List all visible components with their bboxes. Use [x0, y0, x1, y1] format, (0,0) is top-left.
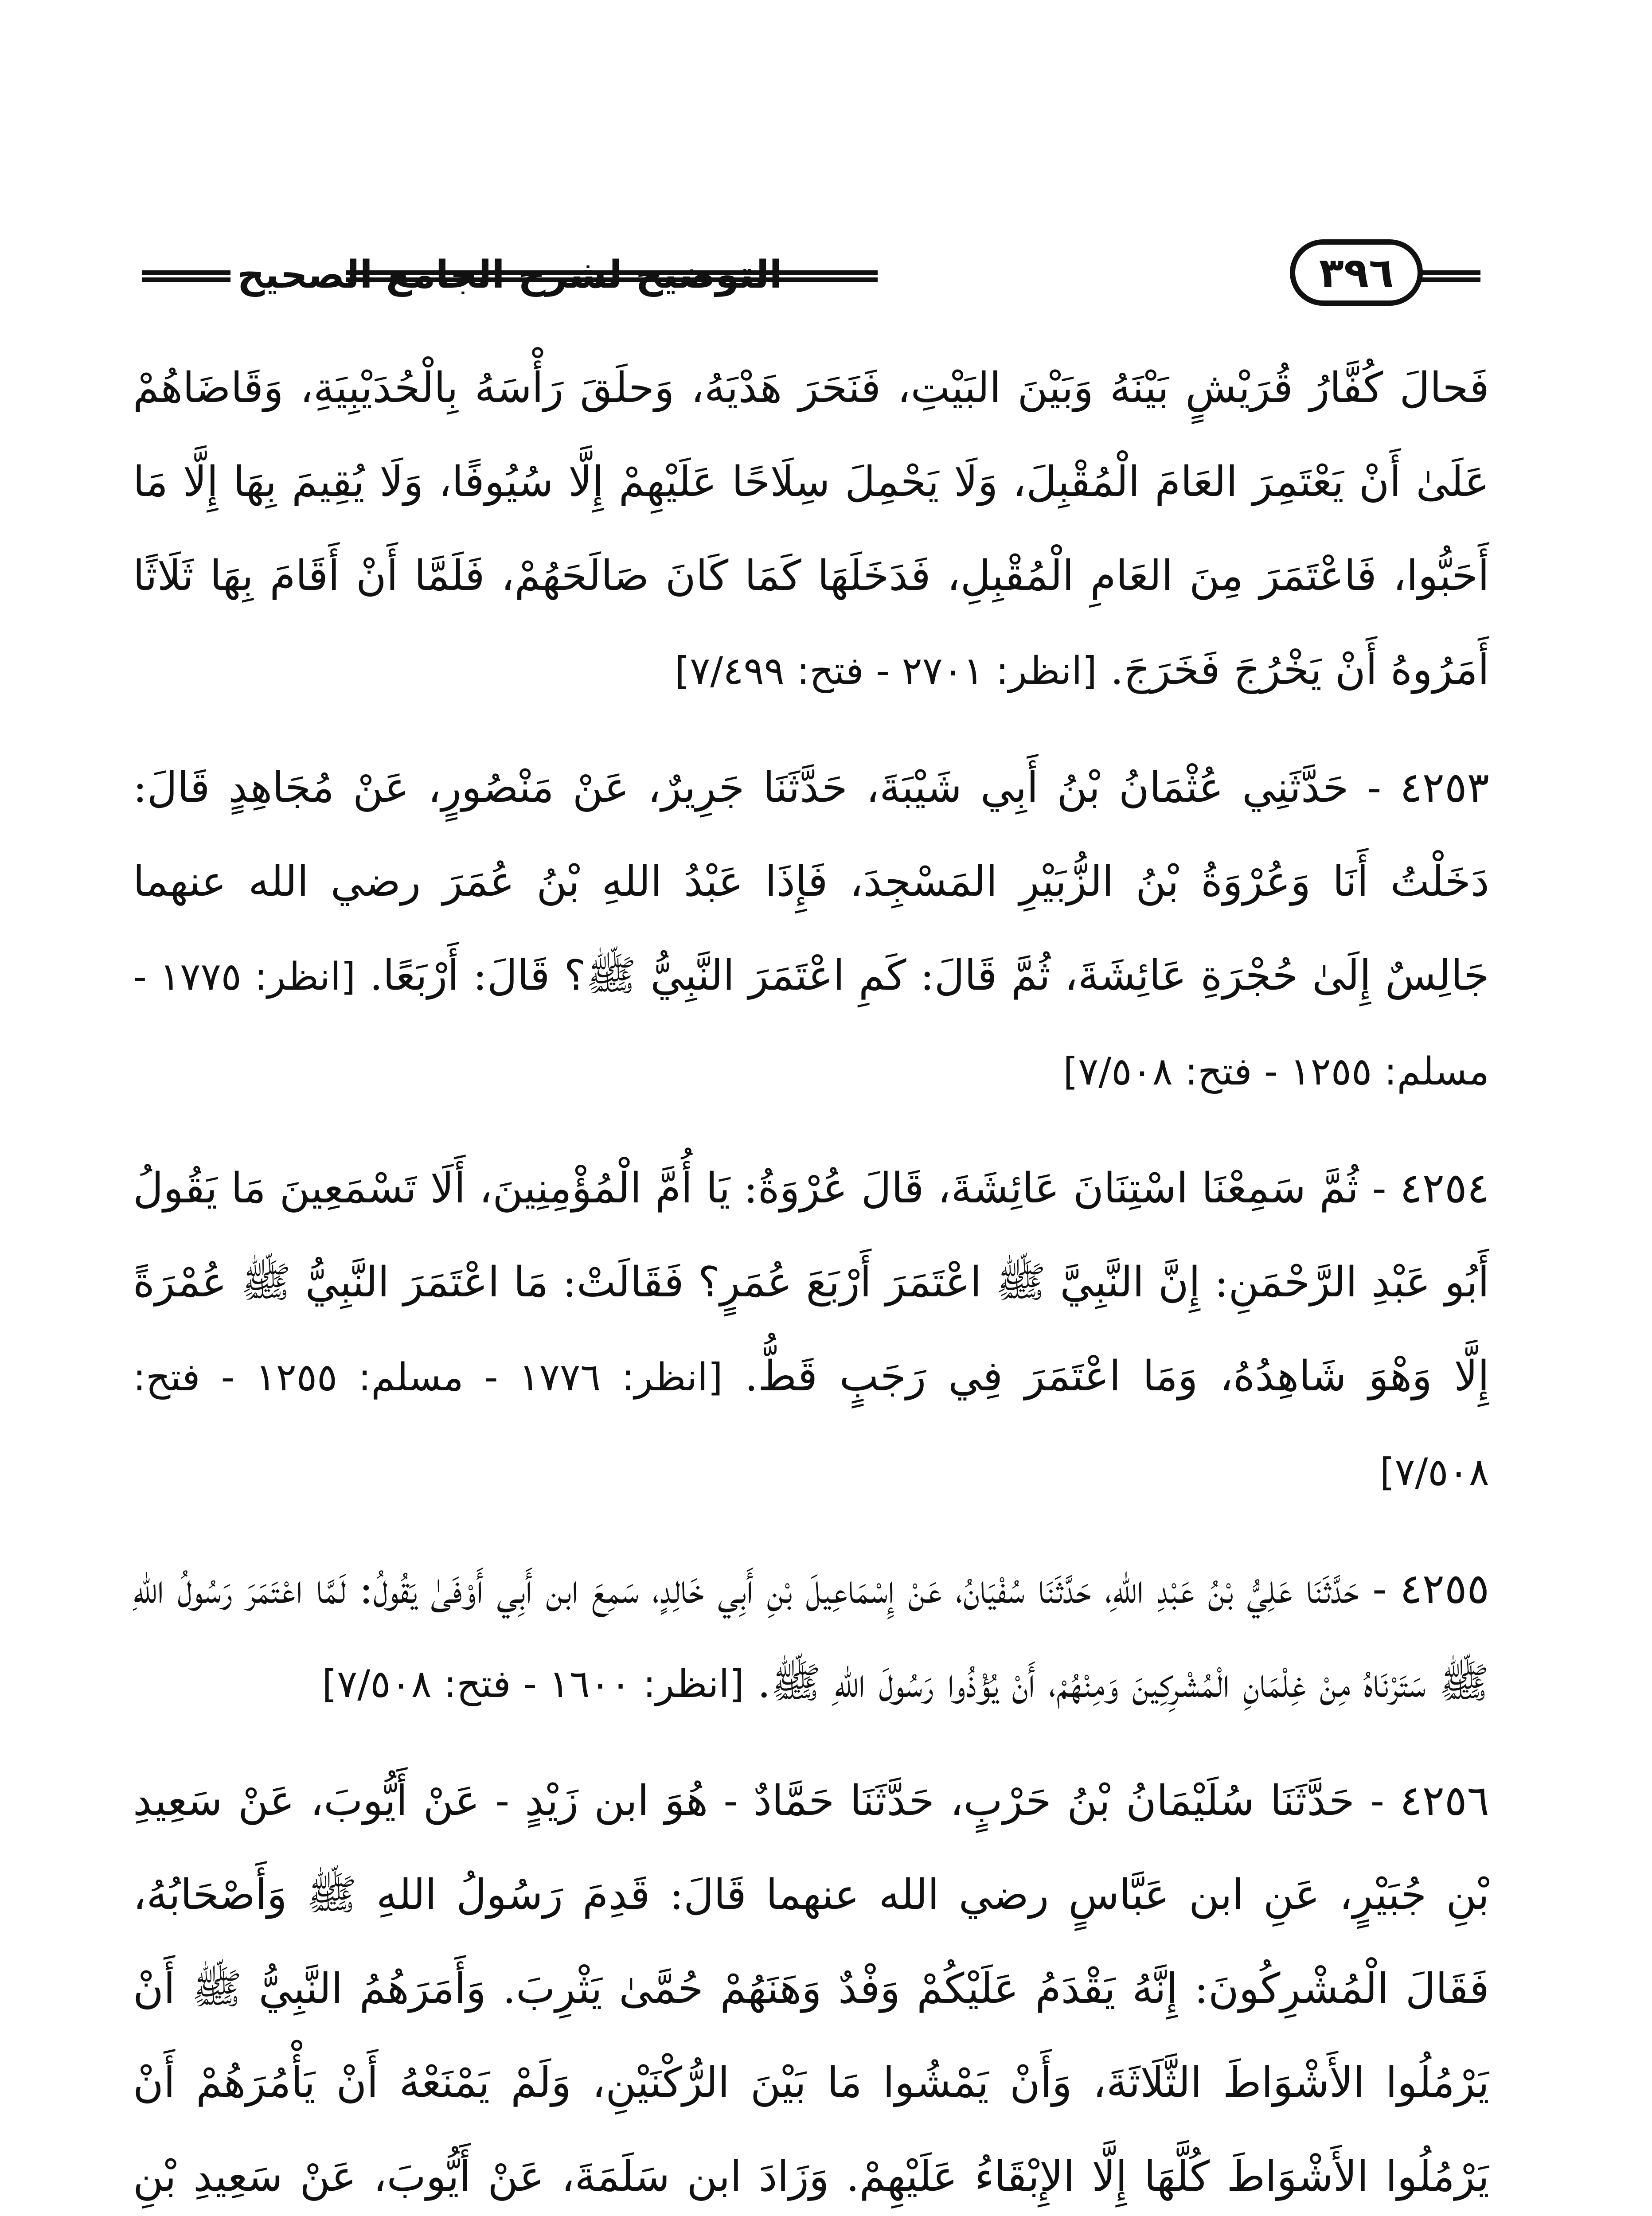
- paragraph-text: ٤٢٥٥ - حَدَّثَنَا عَلِيُّ بْنُ عَبْدِ اللهِ، حَدَّثَنَا سُفْيَانُ، عَنْ إِسْمَاعِيلَ بْنِ أَبِي خَالِدٍ، سَمِعَ ابن أَبِي أَوْفَىٰ يَقُولُ: لَمَّا اعْتَمَرَ رَسُولُ اللهِ ﷺ سَتَرْنَاهُ مِنْ غِلْمَانِ الْمُشْرِكِينَ وَمِنْهُمْ، أَنْ يُؤْذُوا رَسُولَ اللهِ ﷺ.: [133, 1565, 1489, 1707]
- hadith-4256: [133, 1754, 1489, 2216]
- page-header: [142, 235, 1480, 319]
- header-rule-right: [1414, 270, 1480, 282]
- running-title: التوضيح لشرح الجامع الصحيح: [237, 253, 782, 297]
- paragraph-text: ٤٢٥٤ - ثُمَّ سَمِعْنَا اسْتِنَانَ عَائِشَةَ، قَالَ عُرْوَةُ: يَا أُمَّ الْمُؤْمِنِينَ، أَلَا تَسْمَعِينَ مَا يَقُولُ أَبُو عَبْدِ الرَّحْمَنِ: إِنَّ النَّبِيَّ ﷺ اعْتَمَرَ أَرْبَعَ عُمَرٍ؟ فَقَالَتْ: مَا اعْتَمَرَ النَّبِيُّ ﷺ عُمْرَةً إِلَّا وَهْوَ شَاهِدُهُ، وَمَا اعْتَمَرَ فِي رَجَبٍ قَطُّ.: [133, 1164, 1489, 1401]
- paragraph-text: ٤٢٥٦ - حَدَّثَنَا سُلَيْمَانُ بْنُ حَرْبٍ، حَدَّثَنَا حَمَّادٌ - هُوَ ابن زَيْدٍ - عَنْ أَيُّوبَ، عَنْ سَعِيدِ بْنِ جُبَيْرٍ، عَنِ ابن عَبَّاسٍ رضي الله عنهما قَالَ: قَدِمَ رَسُولُ اللهِ ﷺ وَأَصْحَابُهُ، فَقَالَ الْمُشْرِكُونَ: إِنَّهُ يَقْدَمُ عَلَيْكُمْ وَفْدٌ وَهَنَهُمْ حُمَّىٰ يَثْرِبَ. وَأَمَرَهُمُ النَّبِيُّ ﷺ أَنْ يَرْمُلُوا الأَشْوَاطَ الثَّلَاثَةَ، وَأَنْ يَمْشُوا مَا بَيْنَ الرُّكْنَيْنِ، وَلَمْ يَمْنَعْهُ أَنْ يَأْمُرَهُمْ أَنْ يَرْمُلُوا الأَشْوَاطَ كُلَّهَا إِلَّا الإِبْقَاءُ عَلَيْهِمْ. وَزَادَ ابن سَلَمَةَ، عَنْ أَيُّوبَ، عَنْ سَعِيدِ بْنِ: [133, 1777, 1489, 2201]
- hadith-4255: [133, 1542, 1489, 1731]
- hadith-4253: [133, 741, 1489, 1119]
- cross-reference: [انظر: ٢٧٠١ - فتح: ٧/٤٩٩]: [675, 649, 1097, 693]
- page-number-badge: [1290, 239, 1423, 306]
- paragraph-text: فَحالَ كُفَّارُ قُرَيْشٍ بَيْنَهُ وَبَيْنَ البَيْتِ، فَنَحَرَ هَدْيَهُ، وَحلَقَ رَأْسَهُ بِالْحُدَيْبِيَةِ، وَقَاضَاهُمْ عَلَىٰ أَنْ يَعْتَمِرَ العَامَ الْمُقْبِلَ، وَلَا يَحْمِلَ سِلَاحًا عَلَيْهِمْ إِلَّا سُيُوفًا، وَلَا يُقِيمَ بِهَا إِلَّا مَا أَحَبُّوا، فَاعْتَمَرَ مِنَ العَامِ الْمُقْبِلِ، فَدَخَلَهَا كَمَا كَانَ صَالَحَهُمْ، فَلَمَّا أَنْ أَقَامَ بِهَا ثَلَاثًا أَمَرُوهُ أَنْ يَخْرُجَ فَخَرَجَ.: [133, 364, 1489, 694]
- paragraph-continuation: [133, 341, 1489, 718]
- cross-reference: [انظر: ١٧٧٥ - مسلم: ١٢٥٥ - فتح: ٧/٥٠٨]: [133, 955, 1489, 1094]
- cross-reference: [انظر: ١٦٠٠ - فتح: ٧/٥٠٨]: [322, 1662, 744, 1706]
- page-number: ٣٩٦: [1319, 249, 1394, 297]
- hadith-4254: [133, 1142, 1489, 1519]
- cross-reference: [انظر: ١٧٧٦ - مسلم: ١٢٥٥ - فتح: ٧/٥٠٨]: [133, 1355, 1489, 1494]
- main-text: [133, 341, 1489, 2216]
- paragraph-text: ٤٢٥٣ - حَدَّثَنِي عُثْمَانُ بْنُ أَبِي شَيْبَةَ، حَدَّثَنَا جَرِيرٌ، عَنْ مَنْصُورٍ، عَنْ مُجَاهِدٍ قَالَ: دَخَلْتُ أَنَا وَعُرْوَةُ بْنُ الزُّبَيْرِ المَسْجِدَ، فَإِذَا عَبْدُ اللهِ بْنُ عُمَرَ رضي الله عنهما جَالِسٌ إِلَىٰ حُجْرَةِ عَائِشَةَ، ثُمَّ قَالَ: كَمِ اعْتَمَرَ النَّبِيُّ ﷺ؟ قَالَ: أَرْبَعًا.: [133, 764, 1489, 1000]
- header-rule-left: [142, 270, 230, 282]
